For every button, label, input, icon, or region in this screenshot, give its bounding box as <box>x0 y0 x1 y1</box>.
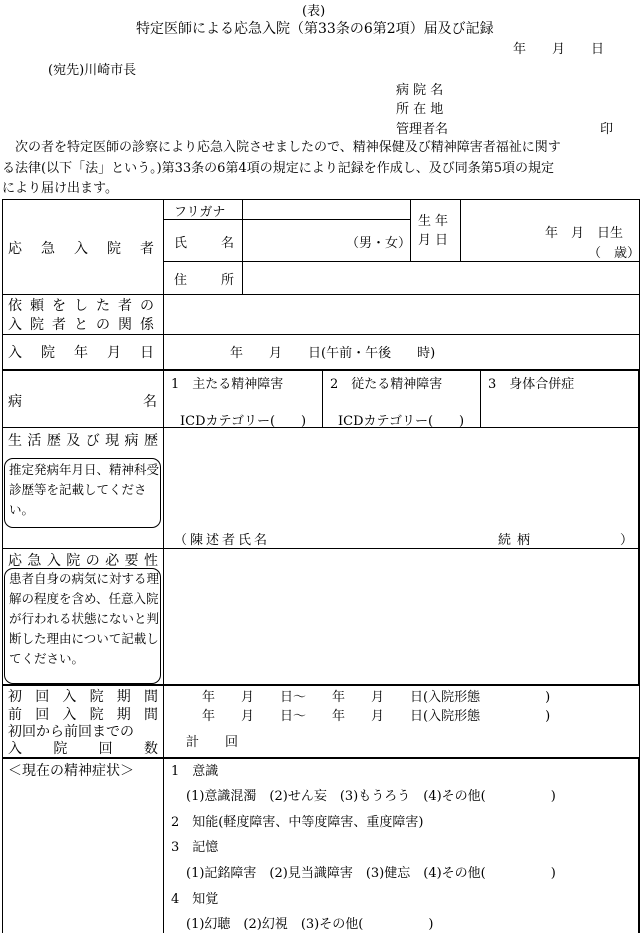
first-admission-label: 初 回 入 院 期 間 <box>8 689 158 705</box>
prev-admission-value: 年 月 日～ 年 月 日(入院形態 ) <box>202 709 551 724</box>
form-label: (表) <box>302 4 326 19</box>
symptom-item: 4 知覚 <box>171 892 219 907</box>
submission-date: 年 月 日 <box>513 42 605 57</box>
admission-date-value: 年 月 日(午前・午後 時) <box>230 346 436 361</box>
admission-count-value: 計 回 <box>186 735 239 750</box>
body-text-line3: により届け出ます。 <box>2 181 118 196</box>
admission-count-label-line1: 初回から前回までの <box>8 724 134 740</box>
icd-category-main: ICDカテゴリー( ) <box>180 414 307 429</box>
prev-admission-label: 前 回 入 院 期 間 <box>8 707 158 723</box>
address-label: 住 所 <box>174 273 234 288</box>
hospital-name-label: 病 院 名 <box>396 83 444 98</box>
sex-selector: （男・女） <box>346 236 412 251</box>
dob-value: 年 月 日生 <box>545 226 624 241</box>
seal-mark: 印 <box>600 122 614 137</box>
requester-label-line2: 入 院 者 と の 関 係 <box>8 317 154 333</box>
necessity-label: 応 急 入 院 の 必 要 性 <box>8 553 158 569</box>
symptom-item: 2 知能(軽度障害、中等度障害、重度障害) <box>171 815 424 830</box>
disease-label-right: 名 <box>143 394 157 410</box>
symptom-item: (1)意識混濁 (2)せん妄 (3)もうろう (4)その他( ) <box>186 789 556 804</box>
disease-label-left: 病 <box>8 394 22 410</box>
manager-label: 管理者名 <box>396 122 449 137</box>
name-label: 氏 名 <box>174 236 234 251</box>
requester-label-line1: 依 頼 を し た 者 の <box>8 298 154 314</box>
furigana-label: フリガナ <box>174 205 226 220</box>
admission-date-label: 入 院 年 月 日 <box>8 345 154 361</box>
narrator-label: （陳述者氏名 <box>174 533 271 548</box>
history-label: 生 活 歴 及 び 現 病 歴 <box>8 433 158 449</box>
icd-category-sub: ICDカテゴリー( ) <box>338 414 465 429</box>
sub-disorder-label: 2 従たる精神障害 <box>330 377 443 392</box>
location-label: 所 在 地 <box>396 102 444 117</box>
physical-complication-label: 3 身体合併症 <box>488 377 575 392</box>
main-disorder-label: 1 主たる精神障害 <box>171 377 284 392</box>
symptom-item: (1)記銘障害 (2)見当識障害 (3)健忘 (4)その他( ) <box>186 866 556 881</box>
form-title: 特定医師による応急入院（第33条の6第2項）届及び記録 <box>136 21 494 37</box>
symptom-item: 3 記憶 <box>171 840 219 855</box>
symptom-item: 1 意識 <box>171 764 219 779</box>
body-text-line2: る法律(以下「法」という。)第33条の6第4項の規定により記録を作成し、及び同条第5項の規定 <box>2 161 554 176</box>
history-note: 推定発病年月日、精神科受診歴等を記載してください。 <box>9 462 160 517</box>
necessity-note: 患者自身の病気に対する理解の程度を含め、任意入院が行われる状態にないと判断した理由について記載してください。 <box>9 571 160 666</box>
admission-count-label-line2: 入 院 回 数 <box>8 741 158 757</box>
narrator-close: ） <box>620 533 634 548</box>
addressee: (宛先)川崎市長 <box>48 63 137 78</box>
age-value: （ 歳） <box>588 246 641 261</box>
body-text-line1: 次の者を特定医師の診察により応急入院させましたので、精神保健及び精神障害者福祉に関す <box>2 140 561 155</box>
relation-label: 続柄 <box>498 533 537 548</box>
current-symptoms-label: ＜現在の精神症状＞ <box>8 763 134 779</box>
first-admission-value: 年 月 日～ 年 月 日(入院形態 ) <box>202 690 551 705</box>
patient-section-label: 応 急 入 院 者 <box>8 241 154 257</box>
symptom-item: (1)幻聴 (2)幻視 (3)その他( ) <box>186 917 434 932</box>
dob-label: 生年月日 <box>418 214 453 248</box>
